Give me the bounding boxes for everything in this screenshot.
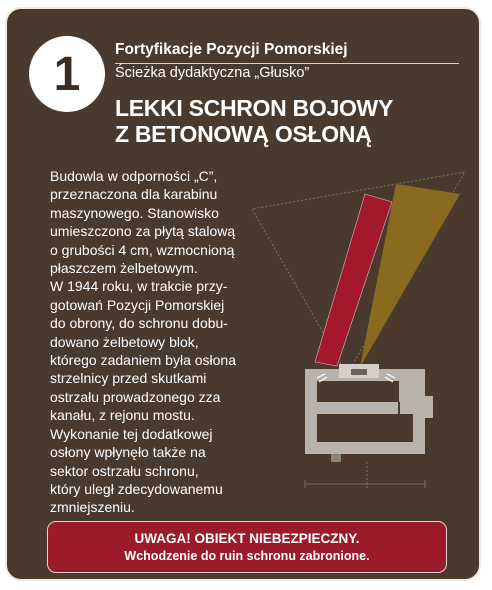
trail-subtitle: Ścieżka dydaktyczna „Głusko” <box>115 65 310 81</box>
warning-title: UWAGA! OBIEKT NIEBEZPIECZNY. <box>134 530 360 546</box>
description-line: osłony wpłynęło także na <box>50 444 206 461</box>
page-title <box>115 95 393 147</box>
description-line: przeznaczona dla karabinu <box>50 186 218 203</box>
description-line: umieszczono za płytą stalową <box>50 223 236 240</box>
description-line: którego zadaniem była osłona <box>50 352 237 369</box>
description-text <box>50 167 265 517</box>
title-divider <box>115 63 459 64</box>
description-line: gotowań Pozycji Pomorskiej <box>50 296 225 313</box>
station-number-badge <box>29 36 105 112</box>
warning-text: Wchodzenie do ruin schronu zabronione. <box>124 548 370 563</box>
description-line: do obrony, do schronu dobu- <box>50 315 228 332</box>
headline-line-1: LEKKI SCHRON BOJOWY <box>115 95 393 121</box>
description-line: sektor ostrzału schronu, <box>50 462 199 479</box>
description-line: dowano żelbetowy blok, <box>50 333 199 350</box>
description-line: Budowla w odporności „C”, <box>50 168 218 184</box>
description-line: maszynowego. Stanowisko <box>50 204 219 221</box>
station-number: 1 <box>53 47 81 101</box>
bunker-firing-sector-diagram <box>247 164 477 509</box>
danger-warning-box <box>47 521 447 573</box>
description-line: strzelnicy przed skutkami <box>50 370 207 387</box>
description-line: ostrzału prowadzonego zza <box>50 388 221 405</box>
description-line: płaszczem żelbetowym. <box>50 260 198 277</box>
description-line: zmniejszeniu. <box>50 499 135 516</box>
headline-line-2: Z BETONOWĄ OSŁONĄ <box>115 121 372 147</box>
description-line: o grubości 4 cm, wzmocnioną <box>50 241 235 258</box>
description-line: który uległ zdecydowanemu <box>50 480 223 497</box>
description-line: kanału, z rejonu mostu. <box>50 407 195 424</box>
info-panel <box>5 7 481 581</box>
description-line: Wykonanie tej dodatkowej <box>50 425 213 442</box>
description-line: W 1944 roku, w trakcie przy- <box>50 278 228 295</box>
organization-title: Fortyfikacje Pozycji Pomorskiej <box>115 41 348 58</box>
dimension-line <box>305 462 425 488</box>
